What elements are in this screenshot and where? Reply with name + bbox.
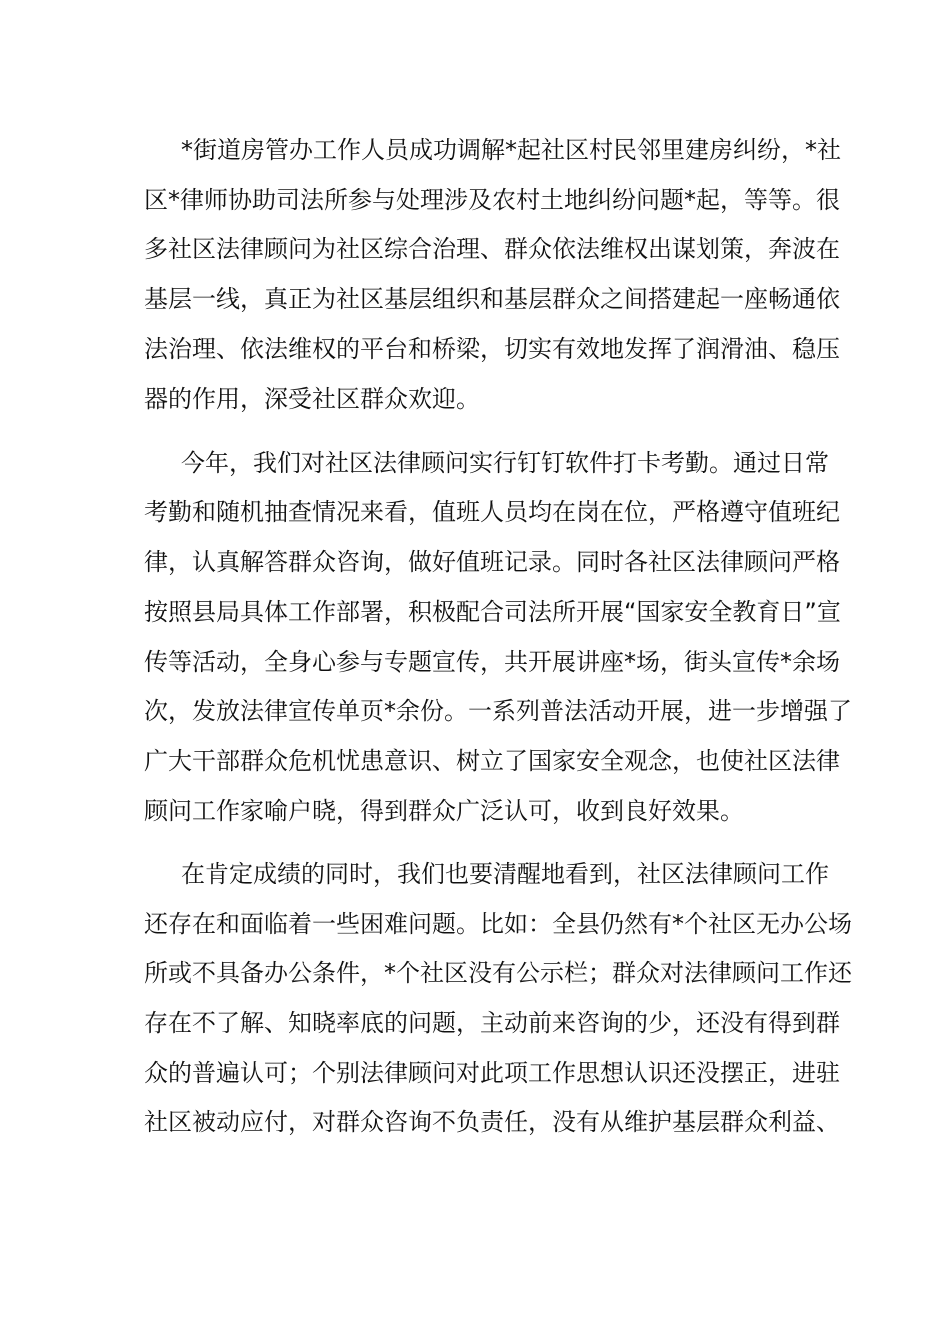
paragraph-line: 众的普遍认可；个别法律顾问对此项工作思想认识还没摆正，进驻 xyxy=(144,1059,840,1087)
paragraph-line: 传等活动，全身心参与专题宣传，共开展讲座*场，街头宣传*余场 xyxy=(144,648,840,676)
paragraph-line: 还存在和面临着一些困难问题。比如：全县仍然有*个社区无办公场 xyxy=(144,910,852,938)
paragraph-line: 所或不具备办公条件，*个社区没有公示栏；群众对法律顾问工作还 xyxy=(144,959,852,987)
paragraph-line: 考勤和随机抽查情况来看，值班人员均在岗在位，严格遵守值班纪 xyxy=(144,498,840,526)
paragraph-line: 次，发放法律宣传单页*余份。一系列普法活动开展，进一步增强了 xyxy=(144,697,852,725)
paragraph-line: 社区被动应付，对群众咨询不负责任，没有从维护基层群众利益、 xyxy=(144,1108,840,1136)
paragraph-line: 存在不了解、知晓率底的问题，主动前来咨询的少，还没有得到群 xyxy=(144,1009,840,1037)
paragraph-line: 广大干部群众危机忧患意识、树立了国家安全观念，也使社区法律 xyxy=(144,747,840,775)
paragraph-line: 区*律师协助司法所参与处理涉及农村土地纠纷问题*起，等等。很 xyxy=(144,186,840,214)
paragraph-line: 按照县局具体工作部署，积极配合司法所开展“国家安全教育日”宣 xyxy=(144,598,841,626)
paragraph-line: 在肯定成绩的同时，我们也要清醒地看到，社区法律顾问工作 xyxy=(181,860,829,888)
paragraph-line: 律，认真解答群众咨询，做好值班记录。同时各社区法律顾问严格 xyxy=(144,548,840,576)
paragraph-line: 器的作用，深受社区群众欢迎。 xyxy=(144,385,480,413)
paragraph-line: 今年，我们对社区法律顾问实行钉钉软件打卡考勤。通过日常 xyxy=(181,449,829,477)
paragraph-line: 基层一线，真正为社区基层组织和基层群众之间搭建起一座畅通依 xyxy=(144,285,840,313)
paragraph-line: 法治理、依法维权的平台和桥梁，切实有效地发挥了润滑油、稳压 xyxy=(144,335,840,363)
paragraph-line: 多社区法律顾问为社区综合治理、群众依法维权出谋划策，奔波在 xyxy=(144,235,840,263)
paragraph-line: 顾问工作家喻户晓，得到群众广泛认可，收到良好效果。 xyxy=(144,797,744,825)
paragraph-line: *街道房管办工作人员成功调解*起社区村民邻里建房纠纷，*社 xyxy=(181,136,841,164)
